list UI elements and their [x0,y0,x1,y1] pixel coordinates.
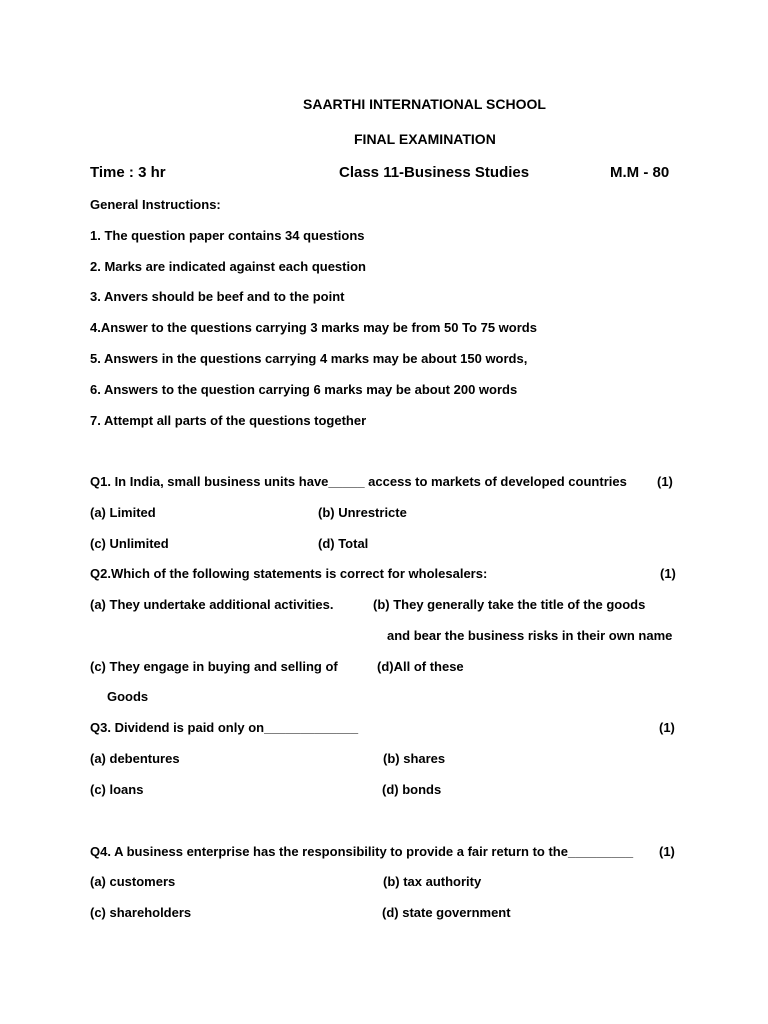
option-b-continued: and bear the business risks in their own name [387,628,673,643]
exam-title: FINAL EXAMINATION [354,131,496,147]
option-d: (d) bonds [382,782,442,797]
question-marks: (1) [657,474,673,489]
question-text: Q3. Dividend is paid only on_____________ [90,720,359,735]
instruction-item: 2. Marks are indicated against each question [90,259,366,274]
class-subject: Class 11-Business Studies [339,164,530,181]
option-b: (b) shares [383,751,446,766]
option-b: (b) tax authority [383,874,482,889]
school-name: SAARTHI INTERNATIONAL SCHOOL [303,96,546,112]
option-b: (b) They generally take the title of the goods [373,597,646,612]
option-c: (c) shareholders [90,905,192,920]
instruction-item: 3. Anvers should be beef and to the point [90,289,345,304]
option-d: (d) state government [382,905,511,920]
question-text: Q4. A business enterprise has the responsibility to provide a fair return to the_________ [90,844,634,859]
maximum-marks: M.M - 80 [610,164,670,181]
instruction-item: 1. The question paper contains 34 questions [90,228,365,243]
option-d: (d) Total [318,536,369,551]
exam-duration: Time : 3 hr [90,164,166,181]
option-c-continued: Goods [107,689,149,704]
instruction-item: 4.Answer to the questions carrying 3 marks may be from 50 To 75 words [90,320,537,335]
question-marks: (1) [659,720,675,735]
instructions-heading: General Instructions: [90,197,221,212]
question-marks: (1) [660,566,676,581]
option-a: (a) debentures [90,751,180,766]
instruction-item: 6. Answers to the question carrying 6 marks may be about 200 words [90,382,518,397]
question-text: Q2.Which of the following statements is correct for wholesalers: [90,566,488,581]
option-c: (c) They engage in buying and selling of [90,659,338,674]
instruction-item: 7. Attempt all parts of the questions together [90,413,367,428]
option-a: (a) Limited [90,505,156,520]
option-c: (c) loans [90,782,144,797]
option-a: (a) They undertake additional activities. [90,597,334,612]
question-marks: (1) [659,844,675,859]
option-a: (a) customers [90,874,176,889]
question-text: Q1. In India, small business units have_____ access to markets of developed countries [90,474,627,489]
instruction-item: 5. Answers in the questions carrying 4 marks may be about 150 words, [90,351,528,366]
option-d: (d)All of these [377,659,464,674]
option-b: (b) Unrestricte [318,505,407,520]
option-c: (c) Unlimited [90,536,169,551]
